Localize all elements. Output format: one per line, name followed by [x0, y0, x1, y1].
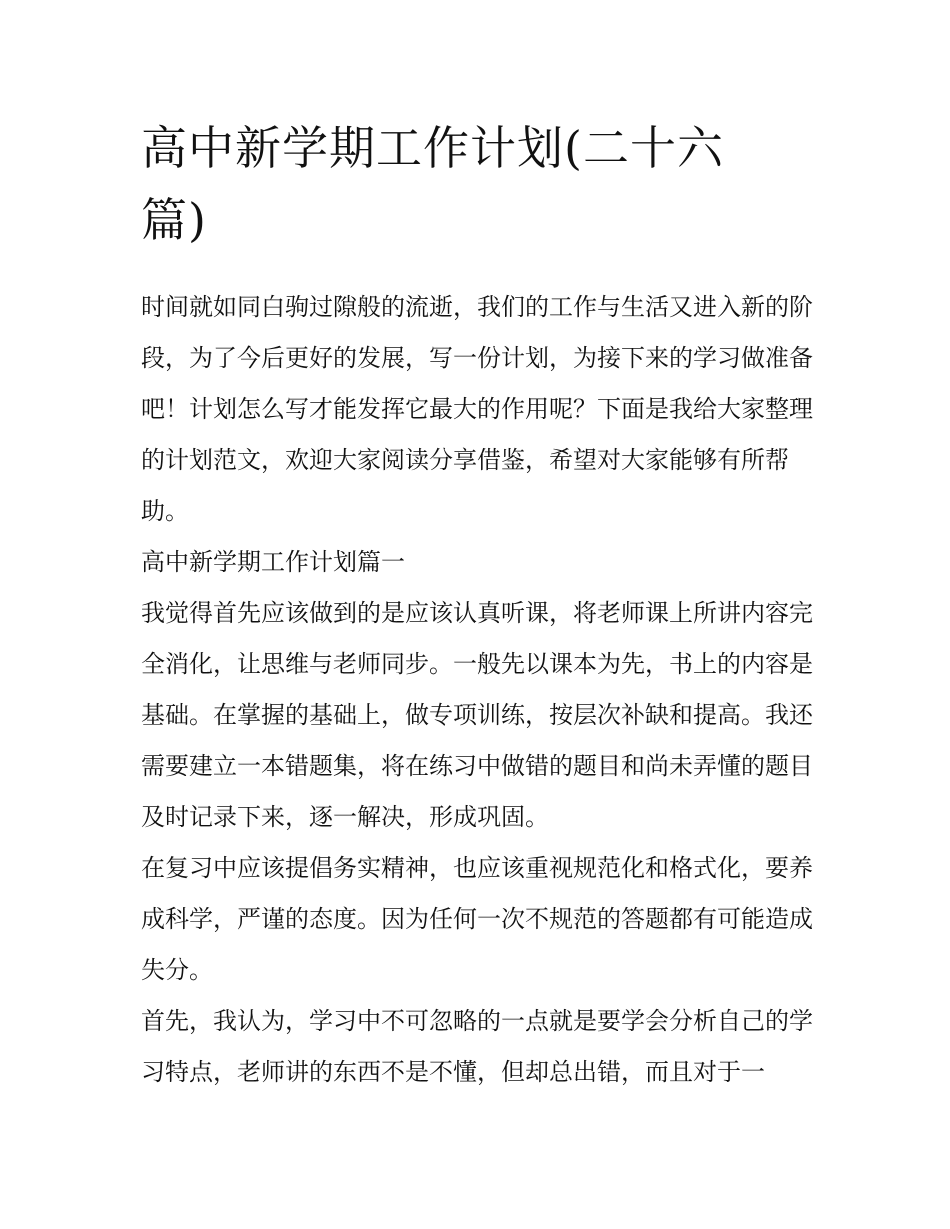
body-paragraph: 首先，我认为，学习中不可忽略的一点就是要学会分析自己的学习特点，老师讲的东西不是不懂，但却总出错，而且对于一: [141, 1007, 813, 1086]
body-paragraph: 我觉得首先应该做到的是应该认真听课，将老师课上所讲内容完全消化，让思维与老师同步。一般先以课本为先，书上的内容是基础。在掌握的基础上，做专项训练，按层次补缺和提高。我还需要建立一本错题集，将在练习中做错的题目和尚未弄懂的题目及时记录下来，逐一解决，形成巩固。: [141, 599, 813, 831]
section-heading: 高中新学期工作计划篇一: [141, 548, 405, 576]
document-content: [141, 112, 817, 1098]
document-body: [141, 282, 817, 1098]
document-title: 高中新学期工作计划(二十六篇): [141, 121, 724, 247]
intro-paragraph: 时间就如同白驹过隙般的流逝，我们的工作与生活又进入新的阶段，为了今后更好的发展，写一份计划，为接下来的学习做准备吧！计划怎么写才能发挥它最大的作用呢？下面是我给大家整理的计划范文，欢迎大家阅读分享借鉴，希望对大家能够有所帮助。: [141, 293, 813, 525]
body-paragraph: 在复习中应该提倡务实精神，也应该重视规范化和格式化，要养成科学，严谨的态度。因为任何一次不规范的答题都有可能造成失分。: [141, 854, 813, 984]
